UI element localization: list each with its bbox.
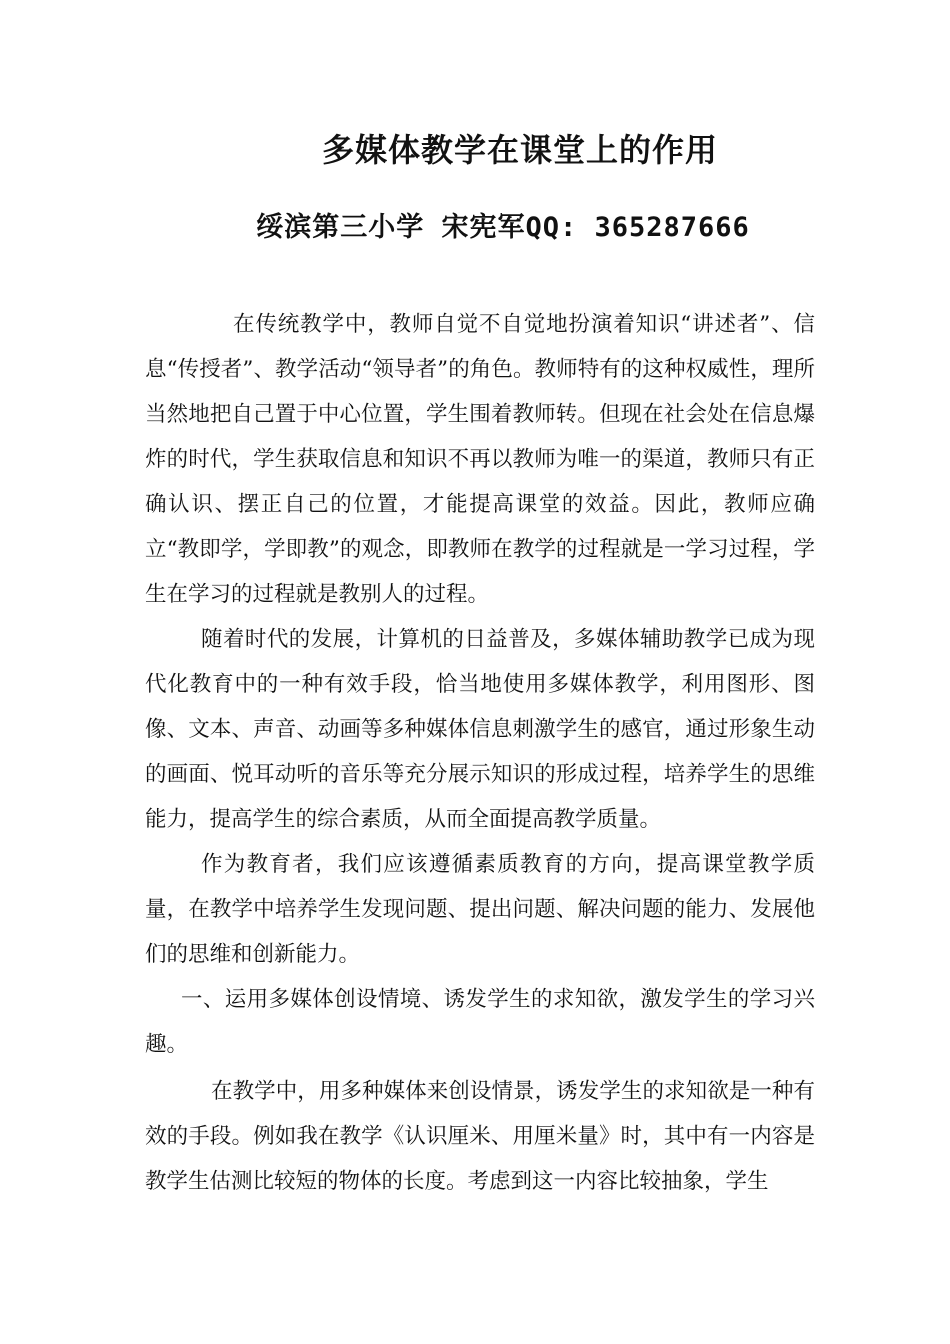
paragraph: 随着时代的发展，计算机的日益普及，多媒体辅助教学已成为现代化教育中的一种有效手段，恰当地使用多媒体教学，利用图形、图像、文本、声音、动画等多种媒体信息刺激学生的感官，通过形象生动的画面、悦耳动听的音乐等充分展示知识的形成过程，培养学生的思维能力，提高学生的综合素质，从而全面提高教学质量。	[145, 627, 815, 832]
section-heading: 一、运用多媒体创设情境、诱发学生的求知欲，激发学生的学习兴趣。	[145, 987, 815, 1057]
paragraph: 在教学中，用多种媒体来创设情景，诱发学生的求知欲是一种有效的手段。例如我在教学《认识厘米、用厘米量》时，其中有一内容是教学生估测比较短的物体的长度。考虑到这一内容比较抽象，学生	[145, 1079, 815, 1194]
paragraph: 作为教育者，我们应该遵循素质教育的方向，提高课堂教学质量，在教学中培养学生发现问题、提出问题、解决问题的能力、发展他们的思维和创新能力。	[145, 852, 815, 967]
paragraph: 在传统教学中，教师自觉不自觉地扮演着知识“讲述者”、信息“传授者”、教学活动“领导者”的角色。教师特有的这种权威性，理所当然地把自己置于中心位置，学生围着教师转。但现在社会处在信息爆炸的时代，学生获取信息和知识不再以教师为唯一的渠道，教师只有正确认识、摆正自己的位置，才能提高课堂的效益。因此，教师应确立“教即学，学即教”的观念，即教师在教学的过程就是一学习过程，学生在学习的过程就是教别人的过程。	[145, 312, 815, 607]
document-title: 多媒体教学在课堂上的作用	[321, 131, 718, 169]
document-body	[145, 302, 815, 1204]
author-line: 绥滨第三小学 宋宪军QQ: 365287666	[256, 212, 750, 243]
